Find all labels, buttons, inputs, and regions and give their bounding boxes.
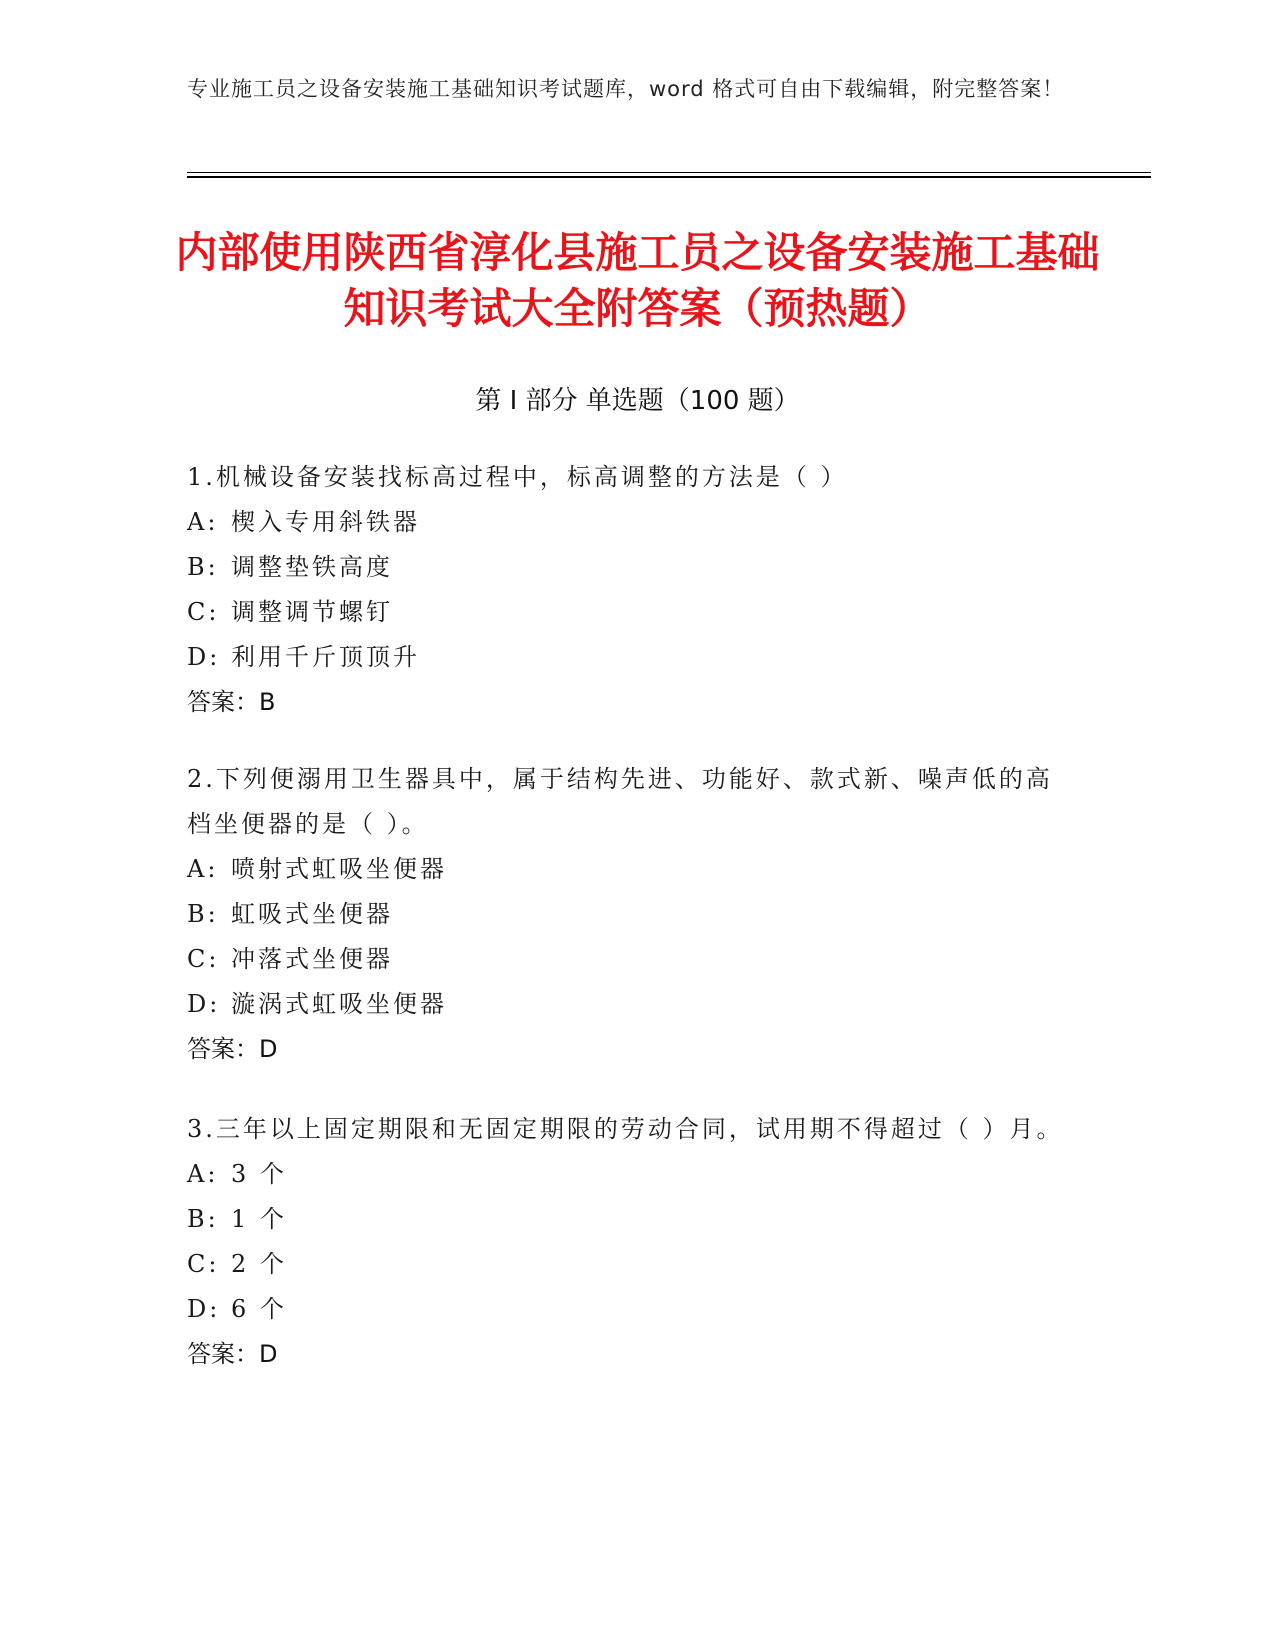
answer-line: 答案：B: [187, 688, 276, 716]
section-heading: 第 I 部分 单选题（100 题）: [475, 386, 800, 416]
answer-line: 答案：D: [187, 1340, 278, 1368]
option-text: 喷射式虹吸坐便器: [231, 855, 447, 883]
question-2: [187, 757, 1067, 1072]
option-d: [187, 635, 1067, 680]
question-3: [187, 1107, 1067, 1377]
option-text: 1 个: [231, 1205, 287, 1233]
option-text: 调整垫铁高度: [231, 553, 393, 581]
option-b: [187, 545, 1067, 590]
option-text: 调整调节螺钉: [231, 598, 393, 626]
option-c: [187, 937, 1067, 982]
option-a: [187, 1152, 1067, 1197]
option-text: 虹吸式坐便器: [231, 900, 393, 928]
option-d: [187, 982, 1067, 1027]
option-text: 漩涡式虹吸坐便器: [231, 990, 447, 1018]
option-letter: B:: [187, 900, 219, 928]
header-rule-top: [187, 172, 1151, 173]
option-text: 冲落式坐便器: [231, 945, 393, 973]
option-text: 利用千斤顶顶升: [231, 643, 420, 671]
option-text: 楔入专用斜铁器: [231, 508, 420, 536]
option-text: 3 个: [231, 1160, 287, 1188]
option-text: 6 个: [231, 1295, 287, 1323]
option-letter: D:: [187, 990, 221, 1018]
option-letter: A:: [187, 855, 219, 883]
option-letter: C:: [187, 1250, 220, 1278]
option-letter: A:: [187, 1160, 219, 1188]
option-letter: D:: [187, 1295, 221, 1323]
question-1: [187, 455, 1067, 725]
question-stem: 3.三年以上固定期限和无固定期限的劳动合同，试用期不得超过（ ）月。: [187, 1115, 1064, 1143]
option-letter: A:: [187, 508, 219, 536]
option-letter: C:: [187, 945, 220, 973]
option-b: [187, 892, 1067, 937]
answer-line: 答案：D: [187, 1035, 278, 1063]
option-b: [187, 1197, 1067, 1242]
option-a: [187, 847, 1067, 892]
option-letter: C:: [187, 598, 220, 626]
option-letter: B:: [187, 553, 219, 581]
header-note: 专业施工员之设备安装施工基础知识考试题库，word 格式可自由下载编辑，附完整答案！: [187, 77, 1065, 101]
option-c: [187, 590, 1067, 635]
option-letter: B:: [187, 1205, 219, 1233]
option-a: [187, 500, 1067, 545]
option-letter: D:: [187, 643, 221, 671]
option-text: 2 个: [231, 1250, 287, 1278]
option-d: [187, 1287, 1067, 1332]
option-c: [187, 1242, 1067, 1287]
question-stem: 1.机械设备安装找标高过程中，标高调整的方法是（ ）: [187, 463, 848, 491]
question-stem: 2.下列便溺用卫生器具中，属于结构先进、功能好、款式新、噪声低的高档坐便器的是（ ）。: [187, 765, 1053, 838]
header-rule-bottom: [187, 176, 1151, 178]
document-title: 内部使用陕西省淳化县施工员之设备安装施工基础知识考试大全附答案（预热题）: [175, 228, 1100, 333]
